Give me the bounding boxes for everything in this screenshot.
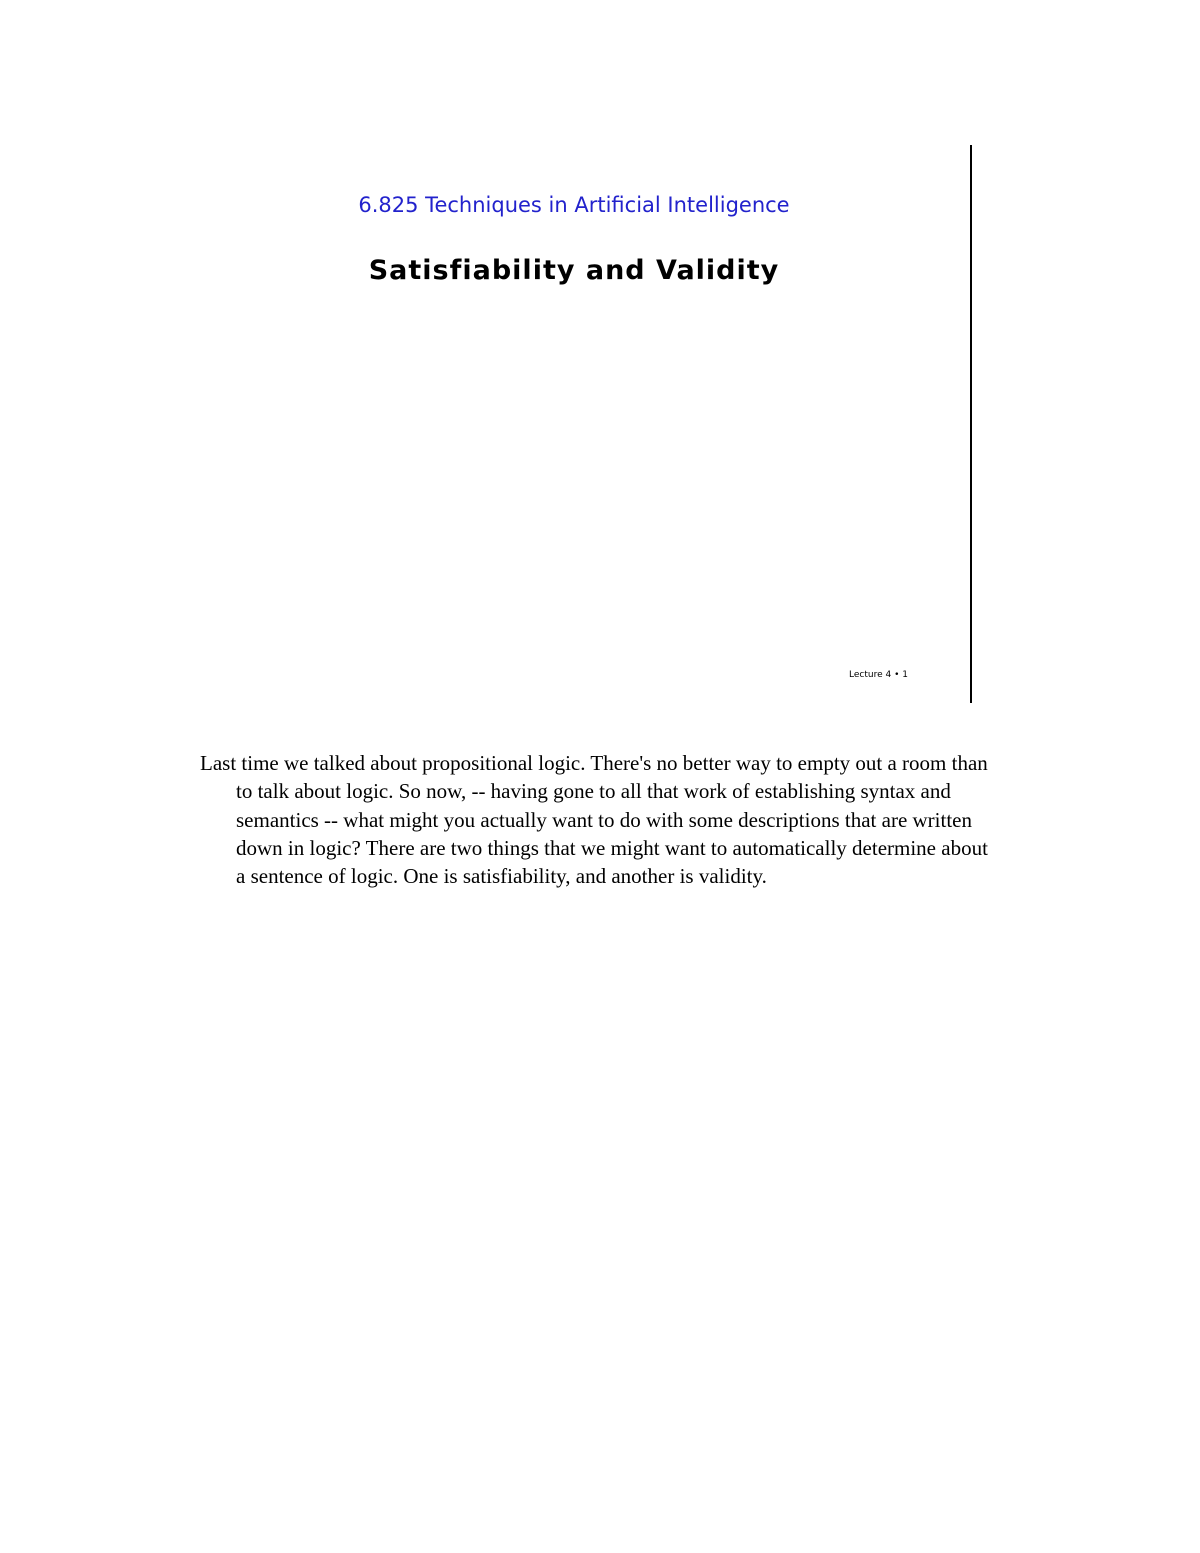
slide-footer: Lecture 4 • 1: [849, 670, 908, 680]
lecture-notes-paragraph: Last time we talked about propositional logic. There's no better way to empty out a room than to talk about logic. So now, -- having gone to all that work of establishing syntax and semantics -- what might you actually want to do with some descriptions that are written down in logic? There are two things that we might want to automatically determine about a sentence of logic. One is satisfiability, and another is validity.: [200, 751, 988, 889]
slide-title: Satisfiability and Validity: [368, 255, 780, 286]
slide-right-border: [970, 145, 972, 703]
slide-panel: [176, 145, 972, 703]
course-title: 6.825 Techniques in Artificial Intelligence: [358, 193, 790, 217]
